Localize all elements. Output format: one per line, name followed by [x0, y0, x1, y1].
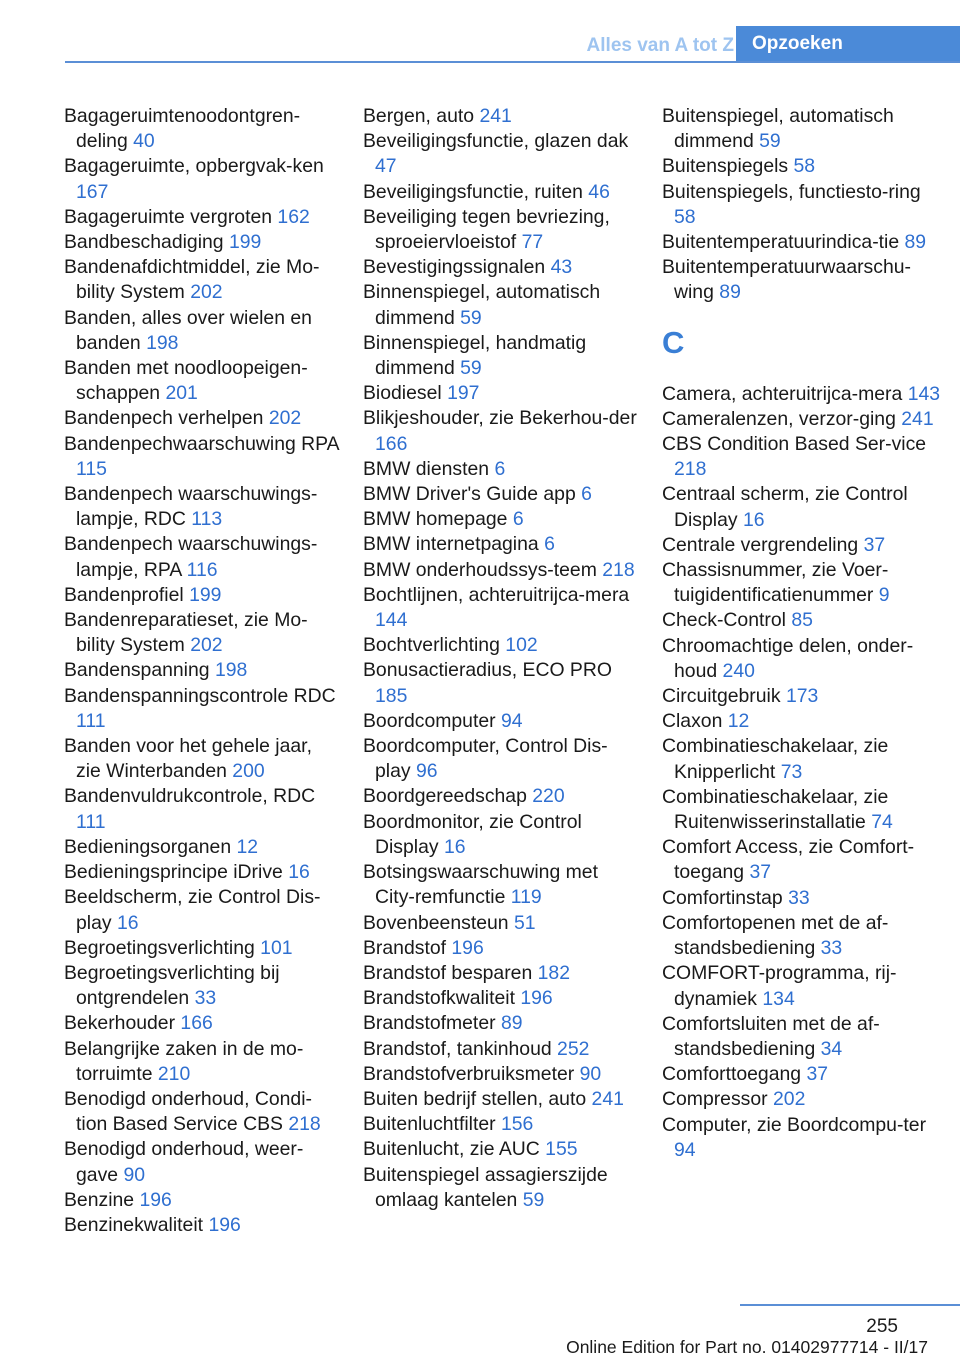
index-page-link[interactable]: 218: [288, 1113, 321, 1136]
index-page-link[interactable]: 58: [674, 205, 696, 228]
index-entry: [64, 583, 339, 608]
index-letter-heading: C: [662, 324, 685, 360]
index-entry-text: Biodiesel: [363, 382, 448, 405]
index-page-link[interactable]: 6: [512, 508, 524, 531]
index-page-link[interactable]: 202: [268, 407, 302, 430]
index-entry: [64, 1137, 339, 1187]
index-page-link[interactable]: 37: [749, 861, 772, 884]
index-entry-text: Begroetingsverlichting: [64, 936, 261, 959]
index-page-link[interactable]: 185: [375, 684, 408, 707]
index-page-link[interactable]: 119: [510, 886, 542, 909]
index-entry-text: BMW diensten: [363, 457, 495, 480]
index-entry-text: Beveiligingsfunctie, glazen dak: [363, 130, 629, 153]
index-entry: [662, 734, 942, 784]
index-page-link[interactable]: 113: [191, 508, 223, 531]
index-page-link[interactable]: 166: [180, 1012, 213, 1035]
index-page-link[interactable]: 115: [76, 457, 107, 480]
index-entry-text: Benzinekwaliteit: [64, 1213, 209, 1236]
index-page-link[interactable]: 46: [588, 180, 610, 203]
index-entry-text: Bagageruimtenoodontgren-deling: [64, 105, 301, 153]
index-entry: [64, 885, 339, 935]
index-page-link[interactable]: 198: [146, 331, 179, 354]
index-entry-text: Buitentemperatuurindica-tie: [662, 231, 905, 254]
index-column-2: [363, 104, 638, 1213]
index-entry-text: Comfortsluiten met de af-standsbediening: [662, 1012, 880, 1060]
page-header: [0, 0, 960, 62]
index-entry: [64, 1011, 339, 1036]
index-entry-text: Centraal scherm, zie Control Display: [662, 483, 908, 531]
index-entry: [662, 432, 942, 482]
index-entry-text: Buitenluchtfilter: [363, 1113, 501, 1136]
index-entry: [662, 1113, 942, 1163]
index-entry: [363, 507, 638, 532]
index-page-link[interactable]: 220: [532, 785, 565, 808]
index-entry: [363, 205, 638, 255]
index-entry-text: Comfort Access, zie Comfort-toegang: [662, 836, 915, 884]
index-entry-text: Comforttoegang: [662, 1063, 807, 1086]
index-entry-text: Binnenspiegel, handmatig dimmend: [363, 331, 587, 380]
index-entry-text: Bevestigingssignalen: [363, 256, 551, 279]
index-entry-text: Circuitgebruik: [662, 685, 786, 708]
index-page-link[interactable]: 33: [820, 937, 843, 960]
index-page-link[interactable]: 201: [165, 382, 198, 405]
edition-note: Online Edition for Part no. 01402977714 - II/17: [566, 1337, 928, 1357]
index-page-link[interactable]: 200: [232, 760, 265, 783]
index-entry-text: Bergen, auto: [363, 105, 480, 127]
index-page-link[interactable]: 173: [785, 685, 819, 708]
index-entry: [363, 810, 638, 860]
index-entry: [64, 734, 339, 784]
page-number: 255: [866, 1316, 898, 1337]
index-page-link[interactable]: 162: [277, 205, 310, 228]
index-page-link[interactable]: 218: [602, 558, 635, 581]
index-entry-text: Bandenvuldrukcontrole, RDC: [64, 785, 316, 808]
index-page-link[interactable]: 155: [545, 1138, 578, 1161]
index-page-link[interactable]: 89: [904, 231, 927, 254]
index-entry-text: Centrale vergrendeling: [662, 533, 864, 556]
index-entry: [363, 633, 638, 658]
index-entry: [64, 835, 339, 860]
index-entry-text: Combinatieschakelaar, zie Knipperlicht: [662, 735, 889, 783]
index-page-link[interactable]: 59: [759, 130, 781, 153]
index-entry-text: Bonusactieradius, ECO PRO: [363, 659, 612, 682]
index-entry: [363, 784, 638, 809]
index-page-link[interactable]: 202: [190, 634, 223, 657]
index-entry-text: Buitenspiegel assagierszijde omlaag kantelen: [363, 1163, 608, 1211]
index-entry: [662, 634, 942, 684]
index-entry: [363, 1037, 638, 1062]
index-page-link[interactable]: 16: [288, 861, 310, 884]
index-page-link[interactable]: 37: [806, 1063, 829, 1086]
footer-divider: [740, 1304, 960, 1306]
index-entry: [662, 180, 942, 230]
index-entry-text: Bandbeschadiging: [64, 231, 229, 254]
index-entry: [363, 532, 638, 557]
index-page-link[interactable]: 33: [788, 886, 810, 909]
index-entry-text: COMFORT-programma, rij-dynamiek: [662, 962, 897, 1010]
index-page-link[interactable]: 111: [76, 810, 106, 833]
index-entry: [662, 911, 942, 961]
index-entry: [662, 1062, 942, 1087]
index-page-link[interactable]: 16: [742, 508, 765, 531]
index-entry: [662, 382, 942, 407]
index-entry-text: Bedieningsorganen: [64, 835, 237, 858]
index-entry: [64, 406, 339, 431]
index-page-link[interactable]: 16: [443, 835, 466, 858]
index-entry: [363, 331, 638, 381]
index-page-link[interactable]: 51: [513, 911, 536, 934]
index-page-link[interactable]: 89: [500, 1012, 523, 1035]
index-entry: [64, 255, 339, 305]
index-page-link[interactable]: 59: [460, 306, 482, 329]
index-entry-text: Brandstofverbruiksmeter: [363, 1062, 580, 1085]
index-page-link[interactable]: 134: [762, 987, 795, 1010]
index-page-link[interactable]: 102: [505, 634, 538, 657]
index-entry: [64, 1037, 339, 1087]
index-entry-text: Boordgereedschap: [363, 785, 533, 808]
index-page-link[interactable]: 33: [194, 987, 217, 1010]
index-page-link[interactable]: 47: [375, 155, 397, 178]
index-entry-text: Computer, zie Boordcompu-ter: [662, 1113, 927, 1136]
index-page-link[interactable]: 96: [415, 760, 438, 783]
index-entry: [363, 986, 638, 1011]
index-page-link[interactable]: 77: [521, 231, 544, 254]
index-entry-text: Bandenpech waarschuwings-lampje, RPA: [64, 533, 318, 581]
index-column-1: [64, 104, 339, 1238]
index-entry-text: Bandenreparatieset, zie Mo-bility System: [64, 609, 308, 657]
index-page-link[interactable]: 90: [579, 1062, 602, 1085]
index-column-3: [662, 104, 942, 1163]
index-entry-text: Bandenafdichtmiddel, zie Mo-bility System: [64, 256, 320, 304]
index-page-link[interactable]: 85: [791, 609, 813, 632]
index-page-link[interactable]: 111: [76, 709, 106, 732]
index-entry-text: Beeldscherm, zie Control Dis-play: [64, 886, 321, 934]
index-entry: [64, 356, 339, 406]
index-entry-text: Brandstof besparen: [363, 961, 538, 984]
index-entry: [363, 961, 638, 986]
index-entry: [662, 709, 942, 734]
index-entry: [662, 961, 942, 1011]
index-page-link[interactable]: 59: [522, 1188, 545, 1211]
index-entry-text: Chroomachtige delen, onder-houd: [662, 634, 914, 682]
index-page-link[interactable]: 16: [116, 911, 139, 934]
index-page-link[interactable]: 199: [228, 231, 262, 254]
index-page-link[interactable]: 59: [460, 357, 482, 380]
index-page-link[interactable]: 241: [591, 1087, 624, 1110]
index-entry-text: Bandenprofiel: [64, 583, 190, 606]
index-entry: [363, 129, 638, 179]
index-entry: [64, 104, 339, 154]
index-entry: [64, 784, 339, 834]
index-entry-text: Boordcomputer: [363, 709, 501, 732]
index-entry: [64, 961, 339, 1011]
index-page-link[interactable]: 94: [500, 709, 523, 732]
index-entry: [64, 860, 339, 885]
index-entry: [363, 734, 638, 784]
index-entry-text: Bovenbeensteun: [363, 911, 514, 934]
index-page-link[interactable]: 202: [773, 1088, 806, 1111]
index-entry-text: Check-Control: [662, 609, 792, 632]
index-entry-text: Boordmonitor, zie Control Display: [363, 810, 582, 858]
index-entry-text: Bekerhouder: [64, 1012, 181, 1035]
index-entry: [363, 280, 638, 330]
index-entry: [363, 1011, 638, 1036]
index-page-link[interactable]: 37: [863, 533, 886, 556]
index-entry-text: Benzine: [64, 1188, 140, 1211]
index-entry-text: Benodigd onderhoud, Condi-tion Based Service CBS: [64, 1087, 312, 1136]
index-entry: [662, 684, 942, 709]
index-entry-text: Boordcomputer, Control Dis-play: [363, 735, 608, 783]
index-page-link[interactable]: 210: [157, 1062, 191, 1085]
index-page-link[interactable]: 166: [375, 432, 408, 455]
index-entry-text: CBS Condition Based Ser-vice: [662, 433, 927, 456]
index-entry-text: Brandstofkwaliteit: [363, 987, 521, 1010]
index-entry-text: Beveiliging tegen bevriezing, sproeiervloeistof: [363, 205, 610, 254]
index-entry-text: Buitenspiegels: [662, 155, 794, 178]
index-page-link[interactable]: 196: [451, 936, 484, 959]
index-entry: [363, 911, 638, 936]
index-entry-text: Chassisnummer, zie Voer-tuigidentificatienummer: [662, 559, 889, 607]
index-entry: [363, 860, 638, 910]
index-entry: [64, 1188, 339, 1213]
index-entry-text: Buitentemperatuurwaarschu-wing: [662, 256, 911, 304]
index-entry: [363, 457, 638, 482]
index-entry-text: Combinatieschakelaar, zie Ruitenwisserinstallatie: [662, 785, 889, 834]
index-entry-text: Buiten bedrijf stellen, auto: [363, 1087, 592, 1110]
index-entry: [363, 482, 638, 507]
index-entry: [662, 154, 942, 179]
index-entry-text: BMW Driver's Guide app: [363, 483, 582, 506]
index-entry: [662, 558, 942, 608]
index-entry-text: BMW onderhoudssys-teem: [363, 558, 603, 581]
index-page-link[interactable]: 202: [190, 281, 223, 304]
index-entry-text: Benodigd onderhoud, weer-gave: [64, 1138, 304, 1186]
index-page-link[interactable]: 101: [260, 936, 293, 959]
index-entry: [64, 684, 339, 734]
index-entry: [64, 658, 339, 683]
index-entry: [363, 1087, 638, 1112]
index-entry: [64, 230, 339, 255]
index-page-link[interactable]: 6: [494, 457, 506, 480]
index-entry: [662, 482, 942, 532]
index-entry-text: Bochtverlichting: [363, 634, 506, 657]
index-entry-text: BMW homepage: [363, 508, 513, 531]
index-entry-text: Bedieningsprincipe iDrive: [64, 861, 289, 884]
index-entry: [363, 180, 638, 205]
index-entry: [662, 407, 942, 432]
index-entry: [363, 104, 638, 129]
index-page-link[interactable]: 240: [722, 659, 755, 682]
index-entry: [363, 709, 638, 734]
index-entry-text: Botsingswaarschuwing met City-remfunctie: [363, 861, 598, 909]
index-entry: [363, 406, 638, 456]
index-entry-text: Bagageruimte, opbergvak-ken: [64, 155, 324, 178]
index-entry: [363, 1163, 638, 1213]
index-page-link[interactable]: 182: [537, 961, 570, 984]
index-entry-text: Begroetingsverlichting bij ontgrendelen: [64, 961, 280, 1010]
section-title: Alles van A tot Z: [586, 35, 734, 56]
index-entry-text: Brandstof: [363, 936, 452, 959]
index-entry: [662, 533, 942, 558]
index-page-link[interactable]: 197: [447, 382, 480, 405]
index-entry-text: Comfortinstap: [662, 886, 789, 909]
index-entry: [662, 608, 942, 633]
index-entry-text: Comfortopenen met de af-standsbediening: [662, 911, 889, 960]
index-entry-text: Bandenpechwaarschuwing RPA: [64, 432, 339, 455]
index-entry-text: Bochtlijnen, achteruitrijca-mera: [363, 583, 630, 606]
index-entry: [363, 936, 638, 961]
index-page-link[interactable]: 12: [727, 710, 750, 733]
index-entry-text: Banden, alles over wielen en banden: [64, 306, 312, 354]
index-entry: [64, 936, 339, 961]
index-entry-text: Belangrijke zaken in de mo-torruimte: [64, 1037, 304, 1085]
index-page-link[interactable]: 6: [581, 483, 592, 506]
index-page-link[interactable]: 43: [550, 256, 573, 279]
index-entry-text: Cameralenzen, verzor-ging: [662, 407, 902, 430]
index-page-link[interactable]: 58: [793, 155, 816, 178]
index-entry: [662, 1087, 942, 1112]
index-page-link[interactable]: 40: [133, 130, 155, 153]
index-page-link[interactable]: 116: [186, 558, 218, 581]
index-page-link[interactable]: 156: [500, 1113, 534, 1136]
index-entry: [64, 532, 339, 582]
index-entry: [363, 381, 638, 406]
index-entry: [363, 583, 638, 633]
index-entry-text: Banden voor het gehele jaar, zie Winterbanden: [64, 735, 312, 783]
index-entry-text: Bandenspanning: [64, 659, 215, 682]
index-entry-text: Buitenspiegel, automatisch dimmend: [662, 105, 894, 153]
index-page-link[interactable]: 89: [719, 281, 741, 304]
index-entry: [64, 306, 339, 356]
index-page-link[interactable]: 252: [557, 1037, 590, 1060]
index-entry-text: BMW internetpagina: [363, 533, 545, 556]
index-page-link[interactable]: 218: [674, 458, 707, 481]
index-page-link[interactable]: 73: [780, 760, 803, 783]
index-entry-text: Camera, achteruitrijca-mera: [662, 382, 908, 405]
index-page-link[interactable]: 167: [76, 180, 109, 203]
index-page-link[interactable]: 6: [544, 533, 555, 556]
index-entry-text: Blikjeshouder, zie Bekerhou-der: [363, 407, 637, 430]
index-page-link[interactable]: 12: [236, 835, 259, 858]
index-entry: [363, 1062, 638, 1087]
index-entry-text: Buitenlucht, zie AUC: [363, 1138, 546, 1161]
index-entry: [64, 608, 339, 658]
index-page-link[interactable]: 143: [907, 382, 941, 405]
index-page-link[interactable]: 196: [520, 987, 553, 1010]
index-page-link[interactable]: 34: [820, 1037, 843, 1060]
index-entry: [363, 1137, 638, 1162]
index-entry-text: Banden met noodloopeigen-schappen: [64, 357, 308, 405]
index-entry: [64, 154, 339, 204]
index-entry-text: Bagageruimte vergroten: [64, 205, 278, 228]
index-entry: [662, 230, 942, 255]
index-page-link[interactable]: 196: [139, 1188, 172, 1211]
index-page-link[interactable]: 144: [375, 609, 408, 632]
index-entry: [363, 658, 638, 708]
index-page-link[interactable]: 241: [479, 105, 512, 127]
index-page-link[interactable]: 90: [123, 1163, 146, 1186]
index-entry: [64, 1087, 339, 1137]
index-entry-text: Brandstof, tankinhoud: [363, 1037, 558, 1060]
index-page-link[interactable]: 198: [214, 659, 248, 682]
index-entry: [363, 1112, 638, 1137]
index-entry-text: Bandenpech verhelpen: [64, 407, 269, 430]
index-entry-text: Bandenpech waarschuwings-lampje, RDC: [64, 483, 318, 531]
index-page-link[interactable]: 9: [878, 584, 890, 607]
index-page-link[interactable]: 199: [189, 583, 222, 606]
index-page-link[interactable]: 196: [208, 1213, 241, 1236]
index-entry-text: Brandstofmeter: [363, 1012, 501, 1035]
index-entry: [64, 205, 339, 230]
index-entry: [662, 785, 942, 835]
index-entry: [662, 886, 942, 911]
index-entry: [64, 432, 339, 482]
index-entry: [662, 1012, 942, 1062]
index-entry-text: Bandenspanningscontrole RDC: [64, 684, 336, 707]
tab-opzoeken[interactable]: Opzoeken: [736, 26, 960, 62]
index-entry-text: Beveiligingsfunctie, ruiten: [363, 180, 589, 203]
index-entry-text: Binnenspiegel, automatisch dimmend: [363, 281, 601, 329]
index-page-link[interactable]: 241: [901, 407, 934, 430]
index-entry: [64, 1213, 339, 1238]
index-page-link[interactable]: 74: [871, 811, 893, 834]
index-entry-text: Claxon: [662, 710, 728, 733]
index-page-link[interactable]: 94: [674, 1138, 696, 1161]
header-divider: [65, 61, 960, 63]
index-entry: [662, 255, 942, 305]
index-entry: [363, 558, 638, 583]
index-entry: [662, 835, 942, 885]
index-entry-text: Compressor: [662, 1088, 773, 1111]
index-entry: [64, 482, 339, 532]
index-entry: [363, 255, 638, 280]
index-entry-text: Buitenspiegels, functiesto-ring: [662, 180, 921, 203]
index-entry: [662, 104, 942, 154]
